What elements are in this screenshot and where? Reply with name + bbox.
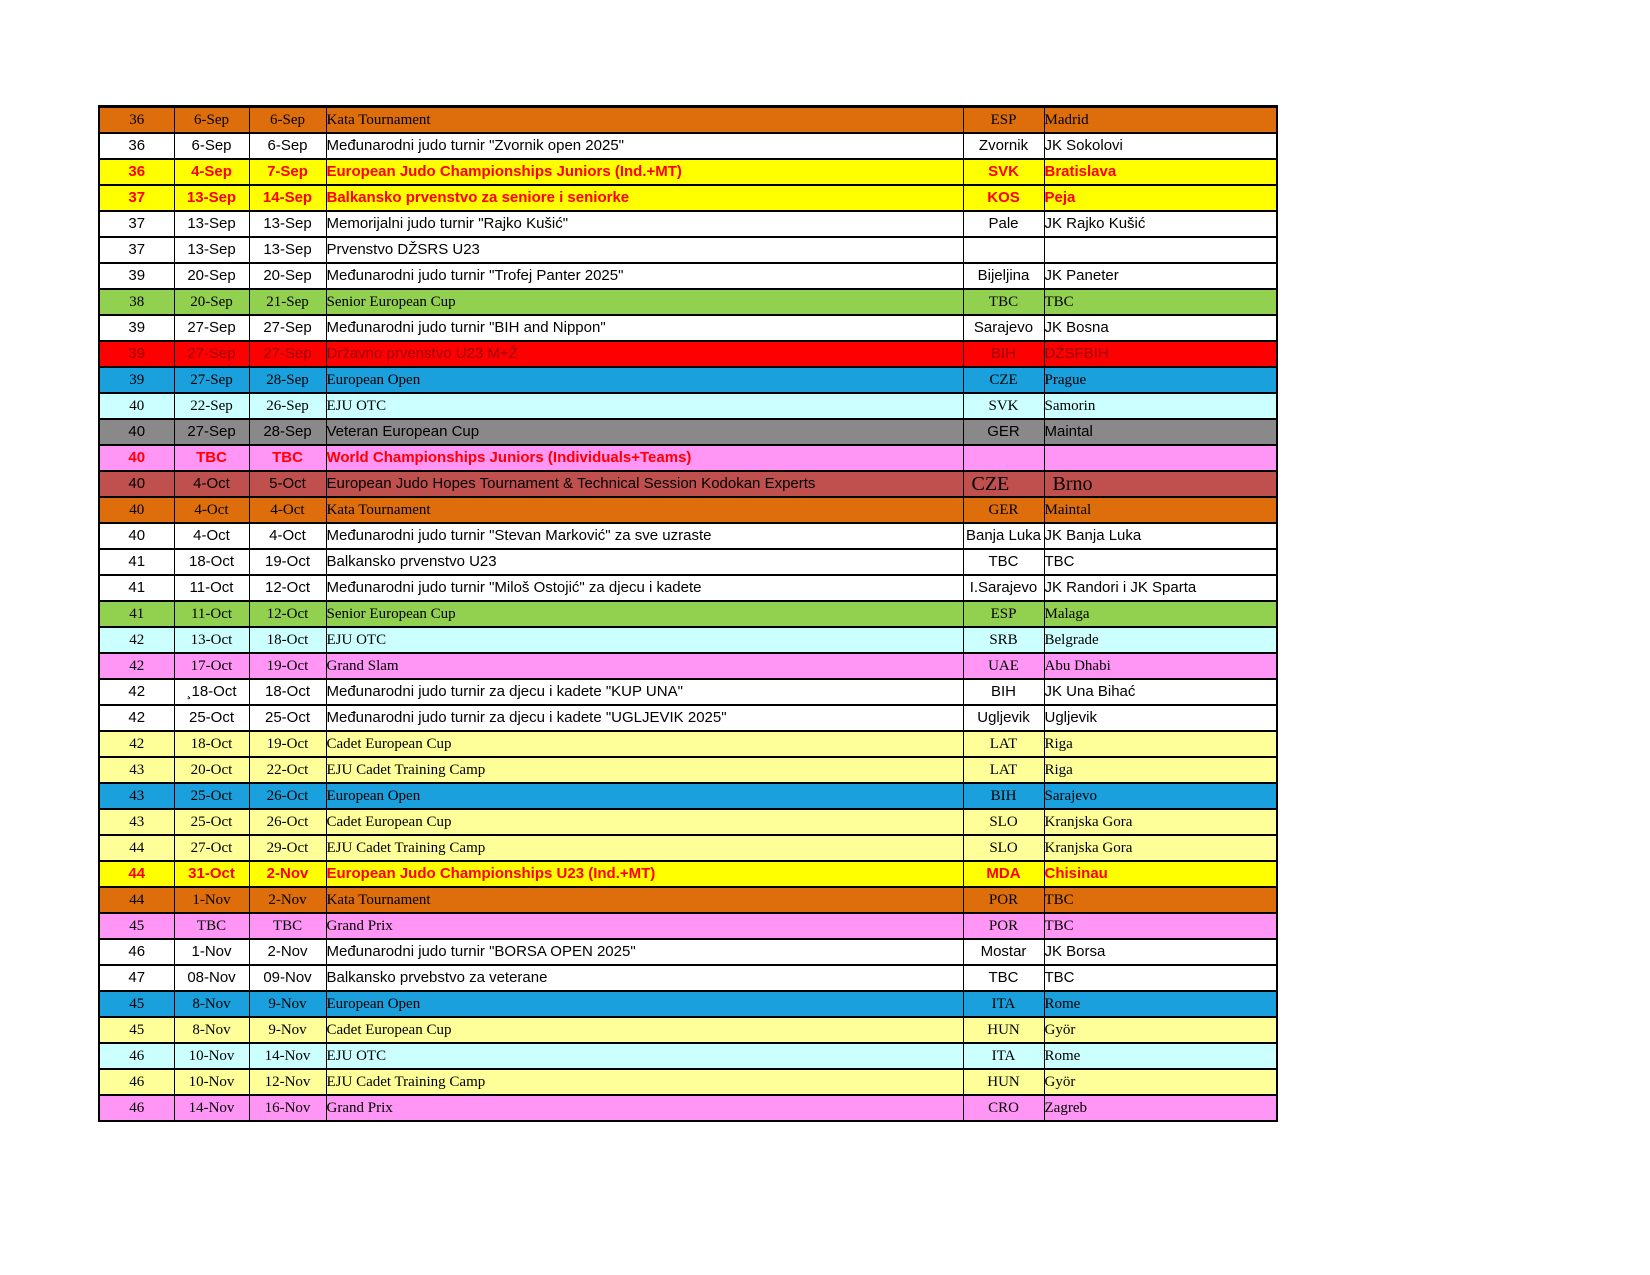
country-code-cell[interactable]: TBC: [963, 289, 1044, 315]
event-cell[interactable]: European Open: [326, 367, 963, 393]
start-date-cell[interactable]: 31-Oct: [174, 861, 249, 887]
event-cell[interactable]: European Open: [326, 991, 963, 1017]
table-row: [99, 601, 1277, 627]
location-cell[interactable]: Bratislava: [1044, 159, 1277, 185]
table-row: [99, 809, 1277, 835]
table-row: [99, 107, 1277, 134]
end-date-cell[interactable]: 20-Sep: [249, 263, 326, 289]
table-row: [99, 1017, 1277, 1043]
country-code-cell[interactable]: LAT: [963, 731, 1044, 757]
end-date-cell[interactable]: 19-Oct: [249, 653, 326, 679]
location-cell[interactable]: [1044, 237, 1277, 263]
country-code-cell[interactable]: HUN: [963, 1069, 1044, 1095]
end-date-cell[interactable]: 5-Oct: [249, 471, 326, 497]
country-code-cell[interactable]: SRB: [963, 627, 1044, 653]
location-cell[interactable]: Maintal: [1044, 419, 1277, 445]
country-code-cell[interactable]: SLO: [963, 835, 1044, 861]
week-cell[interactable]: 40: [99, 523, 174, 549]
end-date-cell[interactable]: 19-Oct: [249, 549, 326, 575]
location-cell[interactable]: Abu Dhabi: [1044, 653, 1277, 679]
end-date-cell[interactable]: 27-Sep: [249, 341, 326, 367]
location-cell[interactable]: JK Una Bihać: [1044, 679, 1277, 705]
week-cell[interactable]: 46: [99, 1043, 174, 1069]
table-row: [99, 861, 1277, 887]
week-cell[interactable]: 41: [99, 575, 174, 601]
event-cell[interactable]: EJU OTC: [326, 627, 963, 653]
end-date-cell[interactable]: 14-Sep: [249, 185, 326, 211]
end-date-cell[interactable]: 16-Nov: [249, 1095, 326, 1121]
start-date-cell[interactable]: 6-Sep: [174, 133, 249, 159]
week-cell[interactable]: 43: [99, 783, 174, 809]
table-row: [99, 367, 1277, 393]
event-cell[interactable]: Veteran European Cup: [326, 419, 963, 445]
week-cell[interactable]: 46: [99, 939, 174, 965]
event-cell[interactable]: Balkansko prvenstvo za seniore i seniorke: [326, 185, 963, 211]
start-date-cell[interactable]: 14-Nov: [174, 1095, 249, 1121]
table-row: [99, 185, 1277, 211]
week-cell[interactable]: 43: [99, 809, 174, 835]
week-cell[interactable]: 40: [99, 393, 174, 419]
week-cell[interactable]: 42: [99, 731, 174, 757]
country-code-cell[interactable]: Ugljevik: [963, 705, 1044, 731]
table-row: [99, 159, 1277, 185]
event-cell[interactable]: European Judo Hopes Tournament & Technical Session Kodokan Experts: [326, 471, 963, 497]
country-code-cell[interactable]: Mostar: [963, 939, 1044, 965]
start-date-cell[interactable]: 25-Oct: [174, 783, 249, 809]
location-cell[interactable]: JK Sokolovi: [1044, 133, 1277, 159]
location-cell[interactable]: DŽSFBIH: [1044, 341, 1277, 367]
start-date-cell[interactable]: 25-Oct: [174, 705, 249, 731]
week-cell[interactable]: 41: [99, 549, 174, 575]
location-cell[interactable]: Sarajevo: [1044, 783, 1277, 809]
country-code-cell[interactable]: [963, 445, 1044, 471]
country-code-cell[interactable]: MDA: [963, 861, 1044, 887]
start-date-cell[interactable]: 1-Nov: [174, 939, 249, 965]
location-cell[interactable]: TBC: [1044, 887, 1277, 913]
week-cell[interactable]: 41: [99, 601, 174, 627]
location-cell[interactable]: Riga: [1044, 731, 1277, 757]
table-row: [99, 887, 1277, 913]
start-date-cell[interactable]: ¸18-Oct: [174, 679, 249, 705]
judo-calendar-table: [98, 105, 1278, 1122]
start-date-cell[interactable]: 13-Sep: [174, 237, 249, 263]
start-date-cell[interactable]: 17-Oct: [174, 653, 249, 679]
event-cell[interactable]: Kata Tournament: [326, 107, 963, 134]
end-date-cell[interactable]: 7-Sep: [249, 159, 326, 185]
event-cell[interactable]: EJU OTC: [326, 1043, 963, 1069]
event-cell[interactable]: Grand Prix: [326, 1095, 963, 1121]
week-cell[interactable]: 47: [99, 965, 174, 991]
country-code-cell[interactable]: CZE: [963, 471, 1044, 497]
country-code-cell[interactable]: ITA: [963, 1043, 1044, 1069]
location-cell[interactable]: Prague: [1044, 367, 1277, 393]
country-code-cell[interactable]: TBC: [963, 965, 1044, 991]
week-cell[interactable]: 37: [99, 185, 174, 211]
country-code-cell[interactable]: TBC: [963, 549, 1044, 575]
end-date-cell[interactable]: 18-Oct: [249, 679, 326, 705]
table-row: [99, 419, 1277, 445]
event-cell[interactable]: EJU Cadet Training Camp: [326, 835, 963, 861]
location-cell[interactable]: Malaga: [1044, 601, 1277, 627]
table-row: [99, 1043, 1277, 1069]
end-date-cell[interactable]: 2-Nov: [249, 887, 326, 913]
country-code-cell[interactable]: KOS: [963, 185, 1044, 211]
event-cell[interactable]: Senior European Cup: [326, 601, 963, 627]
country-code-cell[interactable]: BIH: [963, 341, 1044, 367]
location-cell[interactable]: Kranjska Gora: [1044, 809, 1277, 835]
end-date-cell[interactable]: 28-Sep: [249, 367, 326, 393]
start-date-cell[interactable]: TBC: [174, 913, 249, 939]
end-date-cell[interactable]: 19-Oct: [249, 731, 326, 757]
table-row: [99, 393, 1277, 419]
start-date-cell[interactable]: 4-Oct: [174, 523, 249, 549]
location-cell[interactable]: Samorin: [1044, 393, 1277, 419]
start-date-cell[interactable]: 13-Sep: [174, 185, 249, 211]
event-cell[interactable]: Cadet European Cup: [326, 731, 963, 757]
country-code-cell[interactable]: [963, 237, 1044, 263]
start-date-cell[interactable]: TBC: [174, 445, 249, 471]
event-cell[interactable]: Kata Tournament: [326, 887, 963, 913]
table-row: [99, 549, 1277, 575]
table-row: [99, 939, 1277, 965]
country-code-cell[interactable]: ESP: [963, 601, 1044, 627]
table-row: [99, 991, 1277, 1017]
location-cell[interactable]: Rome: [1044, 1043, 1277, 1069]
start-date-cell[interactable]: 20-Oct: [174, 757, 249, 783]
country-code-cell[interactable]: Banja Luka: [963, 523, 1044, 549]
country-code-cell[interactable]: SLO: [963, 809, 1044, 835]
event-cell[interactable]: Međunarodni judo turnir za djecu i kadete "KUP UNA": [326, 679, 963, 705]
event-cell[interactable]: Državno prvenstvo U23 M+Ž: [326, 341, 963, 367]
location-cell[interactable]: JK Bosna: [1044, 315, 1277, 341]
end-date-cell[interactable]: 9-Nov: [249, 991, 326, 1017]
end-date-cell[interactable]: 6-Sep: [249, 133, 326, 159]
location-cell[interactable]: Riga: [1044, 757, 1277, 783]
location-cell[interactable]: Zagreb: [1044, 1095, 1277, 1121]
start-date-cell[interactable]: 10-Nov: [174, 1043, 249, 1069]
start-date-cell[interactable]: 11-Oct: [174, 601, 249, 627]
week-cell[interactable]: 36: [99, 159, 174, 185]
end-date-cell[interactable]: 12-Nov: [249, 1069, 326, 1095]
start-date-cell[interactable]: 13-Oct: [174, 627, 249, 653]
event-cell[interactable]: EJU OTC: [326, 393, 963, 419]
location-cell[interactable]: JK Paneter: [1044, 263, 1277, 289]
location-cell[interactable]: JK Banja Luka: [1044, 523, 1277, 549]
event-cell[interactable]: Senior European Cup: [326, 289, 963, 315]
week-cell[interactable]: 43: [99, 757, 174, 783]
end-date-cell[interactable]: 4-Oct: [249, 497, 326, 523]
start-date-cell[interactable]: 20-Sep: [174, 289, 249, 315]
end-date-cell[interactable]: 25-Oct: [249, 705, 326, 731]
start-date-cell[interactable]: 8-Nov: [174, 991, 249, 1017]
week-cell[interactable]: 40: [99, 497, 174, 523]
location-cell[interactable]: Györ: [1044, 1069, 1277, 1095]
week-cell[interactable]: 44: [99, 835, 174, 861]
event-cell[interactable]: Balkansko prvenstvo U23: [326, 549, 963, 575]
calendar-rows: [99, 107, 1277, 1122]
location-cell[interactable]: Ugljevik: [1044, 705, 1277, 731]
week-cell[interactable]: 36: [99, 107, 174, 134]
country-code-cell[interactable]: POR: [963, 887, 1044, 913]
event-cell[interactable]: Međunarodni judo turnir "Zvornik open 2025": [326, 133, 963, 159]
week-cell[interactable]: 39: [99, 315, 174, 341]
event-cell[interactable]: Grand Slam: [326, 653, 963, 679]
start-date-cell[interactable]: 18-Oct: [174, 549, 249, 575]
start-date-cell[interactable]: 18-Oct: [174, 731, 249, 757]
table-row: [99, 263, 1277, 289]
event-cell[interactable]: EJU Cadet Training Camp: [326, 757, 963, 783]
end-date-cell[interactable]: 09-Nov: [249, 965, 326, 991]
start-date-cell[interactable]: 08-Nov: [174, 965, 249, 991]
week-cell[interactable]: 46: [99, 1069, 174, 1095]
event-cell[interactable]: Grand Prix: [326, 913, 963, 939]
event-cell[interactable]: World Championships Juniors (Individuals+Teams): [326, 445, 963, 471]
location-cell[interactable]: [1044, 445, 1277, 471]
event-cell[interactable]: Balkansko prvebstvo za veterane: [326, 965, 963, 991]
end-date-cell[interactable]: 26-Sep: [249, 393, 326, 419]
country-code-cell[interactable]: LAT: [963, 757, 1044, 783]
end-date-cell[interactable]: 21-Sep: [249, 289, 326, 315]
table-row: [99, 289, 1277, 315]
location-cell[interactable]: Györ: [1044, 1017, 1277, 1043]
start-date-cell[interactable]: 25-Oct: [174, 809, 249, 835]
location-cell[interactable]: Rome: [1044, 991, 1277, 1017]
event-cell[interactable]: European Open: [326, 783, 963, 809]
start-date-cell[interactable]: 1-Nov: [174, 887, 249, 913]
country-code-cell[interactable]: I.Sarajevo: [963, 575, 1044, 601]
table-row: [99, 211, 1277, 237]
end-date-cell[interactable]: 26-Oct: [249, 783, 326, 809]
end-date-cell[interactable]: 9-Nov: [249, 1017, 326, 1043]
end-date-cell[interactable]: 12-Oct: [249, 601, 326, 627]
week-cell[interactable]: 44: [99, 861, 174, 887]
table-row: [99, 133, 1277, 159]
country-code-cell[interactable]: SVK: [963, 393, 1044, 419]
event-cell[interactable]: Međunarodni judo turnir za djecu i kadete "UGLJEVIK 2025": [326, 705, 963, 731]
location-cell[interactable]: Belgrade: [1044, 627, 1277, 653]
week-cell[interactable]: 40: [99, 445, 174, 471]
start-date-cell[interactable]: 27-Sep: [174, 367, 249, 393]
table-row: [99, 679, 1277, 705]
end-date-cell[interactable]: 22-Oct: [249, 757, 326, 783]
table-row: [99, 965, 1277, 991]
country-code-cell[interactable]: CRO: [963, 1095, 1044, 1121]
event-cell[interactable]: Kata Tournament: [326, 497, 963, 523]
week-cell[interactable]: 40: [99, 419, 174, 445]
week-cell[interactable]: 45: [99, 913, 174, 939]
end-date-cell[interactable]: 2-Nov: [249, 939, 326, 965]
table-row: [99, 315, 1277, 341]
table-row: [99, 523, 1277, 549]
end-date-cell[interactable]: 28-Sep: [249, 419, 326, 445]
event-cell[interactable]: Međunarodni judo turnir "Miloš Ostojić" za djecu i kadete: [326, 575, 963, 601]
table-row: [99, 1069, 1277, 1095]
end-date-cell[interactable]: 13-Sep: [249, 237, 326, 263]
start-date-cell[interactable]: 6-Sep: [174, 107, 249, 134]
country-code-cell[interactable]: ESP: [963, 107, 1044, 134]
location-cell[interactable]: TBC: [1044, 289, 1277, 315]
week-cell[interactable]: 39: [99, 263, 174, 289]
event-cell[interactable]: Međunarodni judo turnir "BIH and Nippon": [326, 315, 963, 341]
table-row: [99, 341, 1277, 367]
end-date-cell[interactable]: 14-Nov: [249, 1043, 326, 1069]
event-cell[interactable]: Cadet European Cup: [326, 1017, 963, 1043]
end-date-cell[interactable]: TBC: [249, 445, 326, 471]
end-date-cell[interactable]: TBC: [249, 913, 326, 939]
event-cell[interactable]: Cadet European Cup: [326, 809, 963, 835]
table-row: [99, 705, 1277, 731]
event-cell[interactable]: Međunarodni judo turnir "BORSA OPEN 2025": [326, 939, 963, 965]
end-date-cell[interactable]: 4-Oct: [249, 523, 326, 549]
location-cell[interactable]: Kranjska Gora: [1044, 835, 1277, 861]
country-code-cell[interactable]: ITA: [963, 991, 1044, 1017]
table-row: [99, 757, 1277, 783]
week-cell[interactable]: 40: [99, 471, 174, 497]
table-row: [99, 913, 1277, 939]
event-cell[interactable]: Prvenstvo DŽSRS U23: [326, 237, 963, 263]
start-date-cell[interactable]: 27-Sep: [174, 341, 249, 367]
table-row: [99, 835, 1277, 861]
table-row: [99, 1095, 1277, 1121]
country-code-cell[interactable]: CZE: [963, 367, 1044, 393]
table-row: [99, 575, 1277, 601]
table-row: [99, 471, 1277, 497]
country-code-cell[interactable]: HUN: [963, 1017, 1044, 1043]
start-date-cell[interactable]: 13-Sep: [174, 211, 249, 237]
start-date-cell[interactable]: 4-Oct: [174, 471, 249, 497]
week-cell[interactable]: 42: [99, 679, 174, 705]
location-cell[interactable]: JK Rajko Kušić: [1044, 211, 1277, 237]
week-cell[interactable]: 39: [99, 341, 174, 367]
country-code-cell[interactable]: Zvornik: [963, 133, 1044, 159]
start-date-cell[interactable]: 4-Oct: [174, 497, 249, 523]
start-date-cell[interactable]: 27-Sep: [174, 419, 249, 445]
week-cell[interactable]: 42: [99, 627, 174, 653]
location-cell[interactable]: Maintal: [1044, 497, 1277, 523]
country-code-cell[interactable]: Sarajevo: [963, 315, 1044, 341]
week-cell[interactable]: 39: [99, 367, 174, 393]
location-cell[interactable]: TBC: [1044, 965, 1277, 991]
location-cell[interactable]: JK Borsa: [1044, 939, 1277, 965]
week-cell[interactable]: 44: [99, 887, 174, 913]
end-date-cell[interactable]: 18-Oct: [249, 627, 326, 653]
country-code-cell[interactable]: BIH: [963, 783, 1044, 809]
location-cell[interactable]: TBC: [1044, 549, 1277, 575]
location-cell[interactable]: TBC: [1044, 913, 1277, 939]
event-cell[interactable]: EJU Cadet Training Camp: [326, 1069, 963, 1095]
country-code-cell[interactable]: BIH: [963, 679, 1044, 705]
start-date-cell[interactable]: 8-Nov: [174, 1017, 249, 1043]
country-code-cell[interactable]: GER: [963, 497, 1044, 523]
country-code-cell[interactable]: UAE: [963, 653, 1044, 679]
end-date-cell[interactable]: 27-Sep: [249, 315, 326, 341]
end-date-cell[interactable]: 26-Oct: [249, 809, 326, 835]
week-cell[interactable]: 45: [99, 991, 174, 1017]
table-row: [99, 497, 1277, 523]
week-cell[interactable]: 42: [99, 653, 174, 679]
start-date-cell[interactable]: 10-Nov: [174, 1069, 249, 1095]
country-code-cell[interactable]: POR: [963, 913, 1044, 939]
end-date-cell[interactable]: 2-Nov: [249, 861, 326, 887]
start-date-cell[interactable]: 27-Sep: [174, 315, 249, 341]
table-row: [99, 731, 1277, 757]
end-date-cell[interactable]: 6-Sep: [249, 107, 326, 134]
table-row: [99, 783, 1277, 809]
location-cell[interactable]: Peja: [1044, 185, 1277, 211]
week-cell[interactable]: 38: [99, 289, 174, 315]
country-code-cell[interactable]: GER: [963, 419, 1044, 445]
location-cell[interactable]: Chisinau: [1044, 861, 1277, 887]
table-row: [99, 445, 1277, 471]
table-row: [99, 653, 1277, 679]
event-cell[interactable]: European Judo Championships Juniors (Ind.+MT): [326, 159, 963, 185]
start-date-cell[interactable]: 11-Oct: [174, 575, 249, 601]
location-cell[interactable]: Madrid: [1044, 107, 1277, 134]
week-cell[interactable]: 36: [99, 133, 174, 159]
week-cell[interactable]: 37: [99, 237, 174, 263]
event-cell[interactable]: Memorijalni judo turnir "Rajko Kušić": [326, 211, 963, 237]
start-date-cell[interactable]: 20-Sep: [174, 263, 249, 289]
start-date-cell[interactable]: 4-Sep: [174, 159, 249, 185]
end-date-cell[interactable]: 13-Sep: [249, 211, 326, 237]
week-cell[interactable]: 45: [99, 1017, 174, 1043]
location-cell[interactable]: JK Randori i JK Sparta: [1044, 575, 1277, 601]
week-cell[interactable]: 37: [99, 211, 174, 237]
start-date-cell[interactable]: 27-Oct: [174, 835, 249, 861]
start-date-cell[interactable]: 22-Sep: [174, 393, 249, 419]
end-date-cell[interactable]: 29-Oct: [249, 835, 326, 861]
country-code-cell[interactable]: Pale: [963, 211, 1044, 237]
week-cell[interactable]: 46: [99, 1095, 174, 1121]
event-cell[interactable]: Međunarodni judo turnir "Trofej Panter 2025": [326, 263, 963, 289]
table-row: [99, 627, 1277, 653]
country-code-cell[interactable]: Bijeljina: [963, 263, 1044, 289]
country-code-cell[interactable]: SVK: [963, 159, 1044, 185]
event-cell[interactable]: Međunarodni judo turnir "Stevan Marković" za sve uzraste: [326, 523, 963, 549]
event-cell[interactable]: European Judo Championships U23 (Ind.+MT): [326, 861, 963, 887]
week-cell[interactable]: 42: [99, 705, 174, 731]
end-date-cell[interactable]: 12-Oct: [249, 575, 326, 601]
location-cell[interactable]: Brno: [1044, 471, 1277, 497]
table-row: [99, 237, 1277, 263]
